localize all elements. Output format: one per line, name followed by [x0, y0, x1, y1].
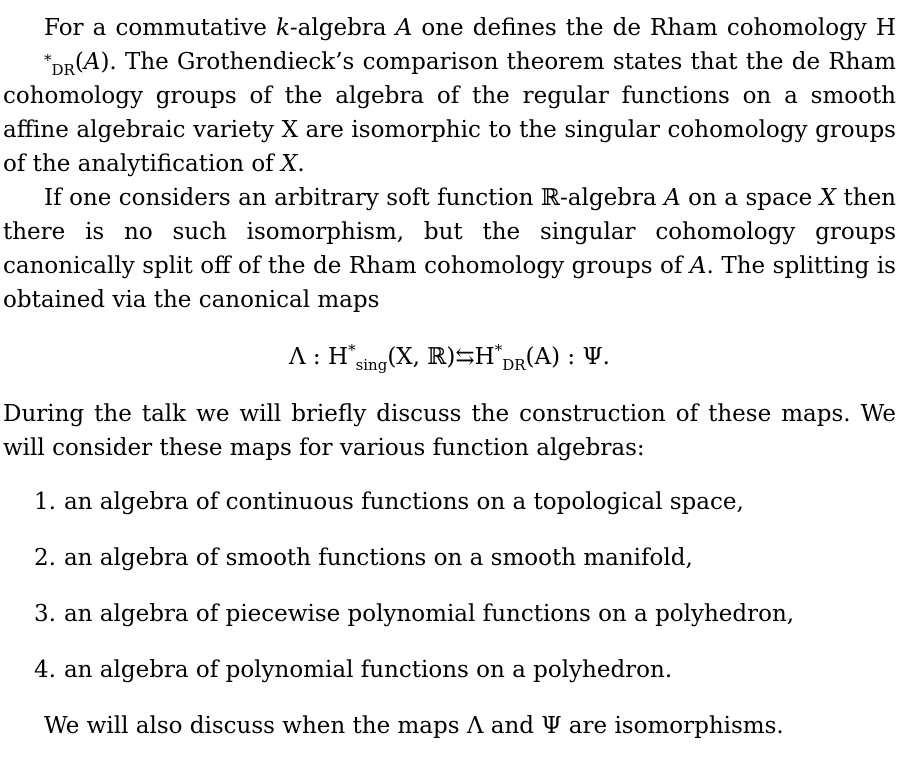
formula-star: * — [494, 341, 503, 359]
list-item — [3, 653, 896, 687]
list-number: 3. — [34, 601, 56, 627]
math-A: A — [689, 253, 707, 279]
list-text: an algebra of polynomial functions on a polyhedron. — [63, 657, 673, 683]
math-A: A — [83, 49, 101, 75]
text: . — [297, 151, 305, 177]
math-X: X — [819, 185, 837, 211]
list-text: an algebra of continuous functions on a topological space, — [63, 489, 744, 515]
text: one defines the de Rham cohomology — [412, 15, 876, 41]
formula-args: (X, ℝ)⇆H — [387, 344, 495, 370]
formula-tail: (A) : Ψ. — [525, 344, 610, 370]
formula-sing: sing — [355, 356, 388, 374]
abstract-document — [3, 11, 896, 743]
math-scripts — [3, 50, 52, 69]
math-k: k — [275, 15, 290, 41]
text: on a space — [680, 185, 820, 211]
text: For a commutative — [44, 15, 276, 41]
list-number: 4. — [34, 657, 56, 683]
paragraph-closing: We will also discuss when the maps Λ and Ψ are isomorphisms. — [44, 713, 784, 739]
math-star: * — [44, 50, 52, 69]
list-item — [3, 485, 896, 519]
text: . The Grothendieck’s comparison theorem states that the de Rham cohomology groups of the algebra of the regular functions on a smooth affine algebraic variety X are isomorphic to the singular cohomology groups of the analytification of — [3, 49, 896, 177]
paragraph-talk: During the talk we will briefly discuss the construction of these maps. We will consider these maps for various function algebras: — [3, 401, 896, 461]
list-text: an algebra of piecewise polynomial functions on a polyhedron, — [63, 601, 795, 627]
list-number: 1. — [34, 489, 56, 515]
list-text: an algebra of smooth functions on a smooth manifold, — [63, 545, 693, 571]
math-X: X — [281, 151, 298, 177]
paragraph-splitting — [3, 181, 896, 317]
text: -algebra — [289, 15, 396, 41]
text: . The splitting is obtained via the canonical maps — [3, 253, 896, 313]
list-item — [3, 541, 896, 575]
math-A: A — [395, 15, 413, 41]
text: If one considers an arbitrary soft function ℝ-algebra — [44, 185, 665, 211]
list-number: 2. — [34, 545, 56, 571]
text: then there is no such isomorphism, but the singular cohomology groups canonically split off of the de Rham cohomology groups of — [3, 185, 896, 279]
list-item — [3, 597, 896, 631]
algebra-list — [3, 485, 896, 687]
paragraph-intro — [3, 11, 896, 181]
formula-DR: DR — [502, 356, 526, 374]
math-paren: ) — [100, 49, 110, 75]
formula-lambda: Λ : H — [289, 344, 349, 370]
math-paren: ( — [74, 49, 84, 75]
formula-star: * — [348, 341, 356, 359]
math-DR: DR — [51, 61, 75, 79]
math-A: A — [664, 185, 681, 211]
display-formula — [3, 337, 896, 377]
math-H: H — [875, 15, 896, 41]
